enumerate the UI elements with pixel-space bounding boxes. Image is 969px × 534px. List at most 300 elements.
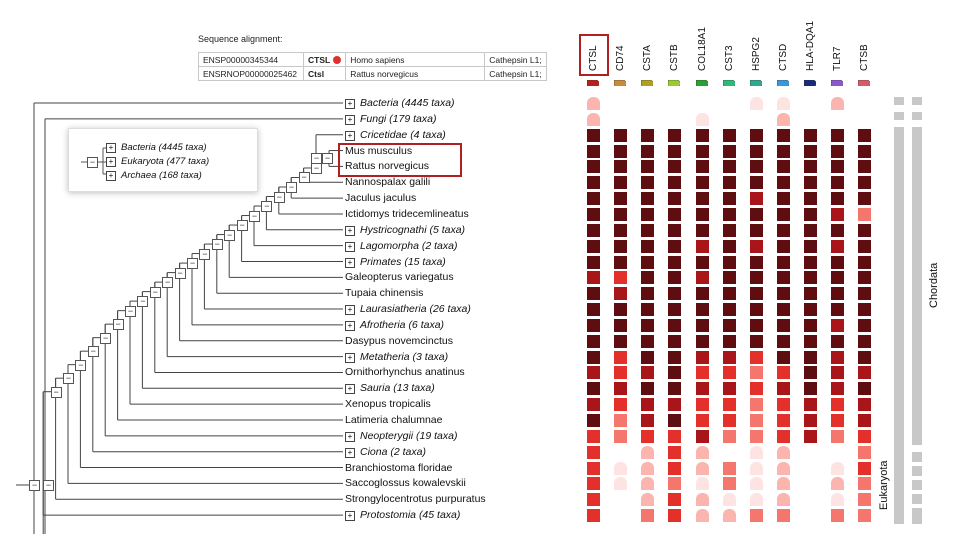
matrix-cell[interactable]	[804, 430, 817, 443]
matrix-cell[interactable]	[777, 382, 790, 395]
matrix-cell[interactable]	[831, 192, 844, 205]
matrix-cell[interactable]	[668, 430, 681, 443]
expand-icon[interactable]: +	[345, 131, 355, 141]
matrix-cell[interactable]	[614, 145, 627, 158]
matrix-cell[interactable]	[641, 493, 654, 506]
matrix-cell[interactable]	[668, 160, 681, 173]
matrix-cell[interactable]	[831, 271, 844, 284]
matrix-cell[interactable]	[831, 335, 844, 348]
matrix-cell[interactable]	[831, 176, 844, 189]
matrix-cell[interactable]	[696, 382, 709, 395]
matrix-cell[interactable]	[831, 303, 844, 316]
matrix-cell[interactable]	[777, 398, 790, 411]
matrix-cell[interactable]	[858, 493, 871, 506]
matrix-cell[interactable]	[614, 430, 627, 443]
taxon-row[interactable]	[345, 397, 431, 411]
gene-column-header[interactable]: HSPG2	[751, 37, 762, 71]
matrix-cell[interactable]	[668, 240, 681, 253]
taxon-row[interactable]	[345, 318, 444, 332]
matrix-cell[interactable]	[858, 271, 871, 284]
matrix-cell[interactable]	[614, 477, 627, 490]
matrix-cell[interactable]	[614, 271, 627, 284]
collapse-node-button[interactable]: −	[125, 306, 136, 317]
gene-column-header[interactable]: CSTB	[669, 44, 680, 71]
taxon-row[interactable]	[345, 365, 465, 379]
matrix-cell[interactable]	[641, 462, 654, 475]
matrix-cell[interactable]	[696, 224, 709, 237]
matrix-cell[interactable]	[614, 398, 627, 411]
matrix-cell[interactable]	[641, 509, 654, 522]
matrix-cell[interactable]	[696, 398, 709, 411]
matrix-cell[interactable]	[831, 351, 844, 364]
matrix-cell[interactable]	[750, 382, 763, 395]
matrix-cell[interactable]	[641, 256, 654, 269]
matrix-cell[interactable]	[668, 351, 681, 364]
matrix-cell[interactable]	[723, 176, 736, 189]
matrix-cell[interactable]	[858, 129, 871, 142]
collapse-node-button[interactable]: −	[150, 287, 161, 298]
collapse-node-button[interactable]: −	[212, 239, 223, 250]
matrix-cell[interactable]	[696, 477, 709, 490]
expand-icon[interactable]: +	[345, 511, 355, 521]
matrix-cell[interactable]	[587, 462, 600, 475]
expand-icon[interactable]: +	[345, 305, 355, 315]
matrix-cell[interactable]	[696, 446, 709, 459]
collapse-node-button[interactable]: −	[187, 258, 198, 269]
matrix-cell[interactable]	[696, 192, 709, 205]
matrix-cell[interactable]	[723, 414, 736, 427]
collapse-node-button[interactable]: −	[199, 249, 210, 260]
matrix-cell[interactable]	[587, 208, 600, 221]
taxon-row[interactable]	[345, 492, 486, 506]
collapse-node-button[interactable]: −	[311, 163, 322, 174]
matrix-cell[interactable]	[668, 208, 681, 221]
matrix-cell[interactable]	[587, 319, 600, 332]
collapse-node-button[interactable]: −	[322, 153, 333, 164]
matrix-cell[interactable]	[614, 303, 627, 316]
matrix-cell[interactable]	[696, 287, 709, 300]
collapse-node-button[interactable]: −	[175, 268, 186, 279]
matrix-cell[interactable]	[641, 192, 654, 205]
gene-column-header[interactable]: TLR7	[832, 46, 843, 71]
matrix-cell[interactable]	[750, 430, 763, 443]
matrix-cell[interactable]	[696, 509, 709, 522]
matrix-cell[interactable]	[641, 398, 654, 411]
matrix-cell[interactable]	[777, 208, 790, 221]
matrix-cell[interactable]	[587, 160, 600, 173]
matrix-cell[interactable]	[723, 509, 736, 522]
matrix-cell[interactable]	[587, 240, 600, 253]
matrix-cell[interactable]	[587, 477, 600, 490]
matrix-cell[interactable]	[614, 208, 627, 221]
matrix-cell[interactable]	[750, 97, 763, 110]
matrix-cell[interactable]	[858, 477, 871, 490]
matrix-cell[interactable]	[858, 430, 871, 443]
matrix-cell[interactable]	[587, 430, 600, 443]
matrix-cell[interactable]	[641, 160, 654, 173]
matrix-cell[interactable]	[614, 382, 627, 395]
matrix-cell[interactable]	[777, 477, 790, 490]
matrix-cell[interactable]	[641, 303, 654, 316]
table-row[interactable]	[199, 53, 547, 67]
matrix-cell[interactable]	[777, 97, 790, 110]
matrix-cell[interactable]	[804, 335, 817, 348]
taxon-row[interactable]	[345, 508, 460, 522]
matrix-cell[interactable]	[641, 351, 654, 364]
matrix-cell[interactable]	[668, 414, 681, 427]
matrix-cell[interactable]	[696, 129, 709, 142]
matrix-cell[interactable]	[587, 145, 600, 158]
matrix-cell[interactable]	[858, 208, 871, 221]
matrix-cell[interactable]	[723, 240, 736, 253]
matrix-cell[interactable]	[831, 160, 844, 173]
matrix-cell[interactable]	[831, 477, 844, 490]
matrix-cell[interactable]	[641, 271, 654, 284]
matrix-cell[interactable]	[831, 462, 844, 475]
matrix-cell[interactable]	[587, 97, 600, 110]
matrix-cell[interactable]	[723, 493, 736, 506]
expand-icon[interactable]: +	[345, 353, 355, 363]
matrix-cell[interactable]	[614, 224, 627, 237]
matrix-cell[interactable]	[831, 145, 844, 158]
matrix-cell[interactable]	[668, 398, 681, 411]
matrix-cell[interactable]	[804, 160, 817, 173]
matrix-cell[interactable]	[587, 335, 600, 348]
matrix-cell[interactable]	[804, 271, 817, 284]
taxon-row[interactable]	[345, 128, 446, 142]
matrix-cell[interactable]	[777, 287, 790, 300]
matrix-cell[interactable]	[750, 240, 763, 253]
taxon-row[interactable]	[345, 381, 435, 395]
matrix-cell[interactable]	[750, 160, 763, 173]
matrix-cell[interactable]	[750, 446, 763, 459]
matrix-cell[interactable]	[777, 240, 790, 253]
taxon-row[interactable]	[345, 334, 453, 348]
matrix-cell[interactable]	[831, 208, 844, 221]
expand-icon[interactable]: +	[345, 226, 355, 236]
collapse-node-button[interactable]: −	[224, 230, 235, 241]
matrix-cell[interactable]	[750, 366, 763, 379]
matrix-cell[interactable]	[804, 414, 817, 427]
collapse-node-button[interactable]: −	[63, 373, 74, 384]
matrix-cell[interactable]	[804, 145, 817, 158]
matrix-cell[interactable]	[668, 145, 681, 158]
collapse-node-button[interactable]: −	[162, 277, 173, 288]
matrix-cell[interactable]	[587, 493, 600, 506]
matrix-cell[interactable]	[614, 366, 627, 379]
matrix-cell[interactable]	[668, 382, 681, 395]
matrix-cell[interactable]	[831, 256, 844, 269]
matrix-cell[interactable]	[641, 208, 654, 221]
matrix-cell[interactable]	[696, 430, 709, 443]
matrix-cell[interactable]	[804, 192, 817, 205]
matrix-cell[interactable]	[587, 382, 600, 395]
matrix-cell[interactable]	[858, 287, 871, 300]
matrix-cell[interactable]	[777, 430, 790, 443]
matrix-cell[interactable]	[750, 271, 763, 284]
taxon-row[interactable]	[345, 112, 436, 126]
matrix-cell[interactable]	[723, 208, 736, 221]
matrix-cell[interactable]	[777, 145, 790, 158]
matrix-cell[interactable]	[668, 129, 681, 142]
matrix-cell[interactable]	[804, 366, 817, 379]
matrix-cell[interactable]	[777, 509, 790, 522]
taxon-row[interactable]	[345, 270, 454, 284]
matrix-cell[interactable]	[641, 335, 654, 348]
matrix-cell[interactable]	[668, 256, 681, 269]
matrix-cell[interactable]	[831, 97, 844, 110]
matrix-cell[interactable]	[587, 303, 600, 316]
matrix-cell[interactable]	[858, 192, 871, 205]
matrix-cell[interactable]	[804, 224, 817, 237]
matrix-cell[interactable]	[587, 509, 600, 522]
expand-icon[interactable]: +	[345, 432, 355, 442]
matrix-cell[interactable]	[641, 129, 654, 142]
matrix-cell[interactable]	[668, 509, 681, 522]
matrix-cell[interactable]	[858, 446, 871, 459]
matrix-cell[interactable]	[614, 160, 627, 173]
matrix-cell[interactable]	[641, 477, 654, 490]
matrix-cell[interactable]	[804, 382, 817, 395]
matrix-cell[interactable]	[696, 113, 709, 126]
matrix-cell[interactable]	[777, 271, 790, 284]
matrix-cell[interactable]	[723, 129, 736, 142]
matrix-cell[interactable]	[696, 493, 709, 506]
matrix-cell[interactable]	[723, 319, 736, 332]
matrix-cell[interactable]	[831, 366, 844, 379]
matrix-cell[interactable]	[723, 335, 736, 348]
matrix-cell[interactable]	[831, 287, 844, 300]
expand-icon[interactable]: +	[106, 171, 116, 181]
matrix-cell[interactable]	[804, 256, 817, 269]
matrix-cell[interactable]	[858, 382, 871, 395]
taxon-row[interactable]	[345, 445, 426, 459]
matrix-cell[interactable]	[858, 319, 871, 332]
matrix-cell[interactable]	[668, 303, 681, 316]
taxon-row[interactable]	[345, 350, 448, 364]
matrix-cell[interactable]	[696, 240, 709, 253]
matrix-cell[interactable]	[777, 414, 790, 427]
matrix-cell[interactable]	[696, 256, 709, 269]
matrix-cell[interactable]	[723, 382, 736, 395]
matrix-cell[interactable]	[587, 129, 600, 142]
collapse-node-button[interactable]: −	[51, 387, 62, 398]
matrix-cell[interactable]	[587, 224, 600, 237]
matrix-cell[interactable]	[723, 160, 736, 173]
matrix-cell[interactable]	[723, 398, 736, 411]
matrix-cell[interactable]	[858, 145, 871, 158]
matrix-cell[interactable]	[831, 224, 844, 237]
matrix-cell[interactable]	[614, 256, 627, 269]
matrix-cell[interactable]	[777, 462, 790, 475]
taxon-row[interactable]	[345, 223, 465, 237]
matrix-cell[interactable]	[777, 335, 790, 348]
matrix-cell[interactable]	[641, 319, 654, 332]
matrix-cell[interactable]	[696, 351, 709, 364]
taxon-row[interactable]	[345, 413, 442, 427]
expand-icon[interactable]: +	[345, 321, 355, 331]
matrix-cell[interactable]	[804, 319, 817, 332]
collapse-node-button[interactable]: −	[87, 157, 98, 168]
expand-icon[interactable]: +	[345, 384, 355, 394]
collapse-node-button[interactable]: −	[274, 192, 285, 203]
matrix-cell[interactable]	[777, 446, 790, 459]
taxon-row[interactable]	[345, 476, 466, 490]
matrix-cell[interactable]	[668, 287, 681, 300]
matrix-cell[interactable]	[668, 446, 681, 459]
matrix-cell[interactable]	[831, 319, 844, 332]
gene-column-header[interactable]: CTSB	[859, 44, 870, 71]
matrix-cell[interactable]	[750, 224, 763, 237]
matrix-cell[interactable]	[723, 430, 736, 443]
matrix-cell[interactable]	[831, 129, 844, 142]
matrix-cell[interactable]	[858, 509, 871, 522]
matrix-cell[interactable]	[750, 208, 763, 221]
gene-column-header[interactable]: CD74	[615, 45, 626, 71]
matrix-cell[interactable]	[777, 224, 790, 237]
matrix-cell[interactable]	[831, 493, 844, 506]
matrix-cell[interactable]	[587, 176, 600, 189]
matrix-cell[interactable]	[777, 129, 790, 142]
matrix-cell[interactable]	[668, 192, 681, 205]
matrix-cell[interactable]	[668, 366, 681, 379]
collapse-node-button[interactable]: −	[29, 480, 40, 491]
matrix-cell[interactable]	[641, 287, 654, 300]
collapse-node-button[interactable]: −	[261, 201, 272, 212]
matrix-cell[interactable]	[777, 176, 790, 189]
taxon-row[interactable]	[345, 286, 423, 300]
matrix-cell[interactable]	[750, 303, 763, 316]
matrix-cell[interactable]	[641, 414, 654, 427]
matrix-cell[interactable]	[696, 160, 709, 173]
gene-column-header[interactable]: CTSD	[778, 43, 789, 71]
collapse-node-button[interactable]: −	[237, 220, 248, 231]
matrix-cell[interactable]	[723, 145, 736, 158]
matrix-cell[interactable]	[723, 256, 736, 269]
matrix-cell[interactable]	[614, 335, 627, 348]
matrix-cell[interactable]	[614, 287, 627, 300]
matrix-cell[interactable]	[858, 160, 871, 173]
matrix-cell[interactable]	[723, 351, 736, 364]
matrix-cell[interactable]	[614, 462, 627, 475]
matrix-cell[interactable]	[614, 176, 627, 189]
matrix-cell[interactable]	[831, 509, 844, 522]
matrix-cell[interactable]	[750, 145, 763, 158]
matrix-cell[interactable]	[641, 240, 654, 253]
taxon-row[interactable]	[345, 207, 469, 221]
taxon-row[interactable]	[345, 429, 457, 443]
matrix-cell[interactable]	[587, 351, 600, 364]
matrix-cell[interactable]	[804, 287, 817, 300]
matrix-cell[interactable]	[858, 366, 871, 379]
legend-item-eukaryota[interactable]: + Eukaryota (477 taxa)	[106, 155, 209, 169]
matrix-cell[interactable]	[587, 398, 600, 411]
gene-column-header[interactable]: HLA-DQA1	[805, 20, 816, 71]
collapse-node-button[interactable]: −	[75, 360, 86, 371]
matrix-cell[interactable]	[587, 271, 600, 284]
matrix-cell[interactable]	[668, 493, 681, 506]
matrix-cell[interactable]	[858, 351, 871, 364]
matrix-cell[interactable]	[696, 271, 709, 284]
matrix-cell[interactable]	[750, 509, 763, 522]
matrix-cell[interactable]	[750, 414, 763, 427]
matrix-cell[interactable]	[750, 192, 763, 205]
matrix-cell[interactable]	[858, 303, 871, 316]
matrix-cell[interactable]	[750, 351, 763, 364]
collapse-node-button[interactable]: −	[88, 346, 99, 357]
expand-icon[interactable]: +	[345, 99, 355, 109]
taxon-row[interactable]	[345, 191, 416, 205]
matrix-cell[interactable]	[777, 493, 790, 506]
matrix-cell[interactable]	[750, 176, 763, 189]
gene-column-header[interactable]: COL18A1	[697, 27, 708, 71]
matrix-cell[interactable]	[696, 176, 709, 189]
matrix-cell[interactable]	[804, 129, 817, 142]
matrix-cell[interactable]	[777, 366, 790, 379]
matrix-cell[interactable]	[750, 319, 763, 332]
matrix-cell[interactable]	[750, 477, 763, 490]
expand-icon[interactable]: +	[345, 242, 355, 252]
collapse-node-button[interactable]: −	[43, 480, 54, 491]
matrix-cell[interactable]	[641, 366, 654, 379]
matrix-cell[interactable]	[668, 319, 681, 332]
matrix-cell[interactable]	[614, 240, 627, 253]
matrix-cell[interactable]	[777, 319, 790, 332]
expand-icon[interactable]: +	[345, 448, 355, 458]
matrix-cell[interactable]	[723, 477, 736, 490]
matrix-cell[interactable]	[696, 303, 709, 316]
expand-icon[interactable]: +	[106, 143, 116, 153]
matrix-cell[interactable]	[831, 240, 844, 253]
matrix-cell[interactable]	[858, 398, 871, 411]
taxon-row[interactable]	[345, 239, 457, 253]
matrix-cell[interactable]	[750, 462, 763, 475]
matrix-cell[interactable]	[723, 224, 736, 237]
matrix-cell[interactable]	[587, 113, 600, 126]
matrix-cell[interactable]	[614, 192, 627, 205]
matrix-cell[interactable]	[804, 398, 817, 411]
gene-column-header[interactable]: CTSL	[588, 45, 599, 71]
matrix-cell[interactable]	[723, 366, 736, 379]
matrix-cell[interactable]	[723, 271, 736, 284]
matrix-cell[interactable]	[696, 335, 709, 348]
expand-icon[interactable]: +	[345, 115, 355, 125]
matrix-cell[interactable]	[750, 256, 763, 269]
matrix-cell[interactable]	[641, 176, 654, 189]
matrix-cell[interactable]	[723, 303, 736, 316]
collapse-node-button[interactable]: −	[286, 182, 297, 193]
matrix-cell[interactable]	[777, 113, 790, 126]
matrix-cell[interactable]	[804, 303, 817, 316]
matrix-cell[interactable]	[750, 287, 763, 300]
matrix-cell[interactable]	[668, 462, 681, 475]
matrix-cell[interactable]	[696, 145, 709, 158]
matrix-cell[interactable]	[831, 414, 844, 427]
collapse-node-button[interactable]: −	[299, 172, 310, 183]
matrix-cell[interactable]	[614, 319, 627, 332]
matrix-cell[interactable]	[696, 208, 709, 221]
collapse-node-button[interactable]: −	[100, 333, 111, 344]
matrix-cell[interactable]	[858, 176, 871, 189]
matrix-cell[interactable]	[696, 366, 709, 379]
matrix-cell[interactable]	[858, 414, 871, 427]
collapse-node-button[interactable]: −	[113, 319, 124, 330]
taxon-row[interactable]	[345, 96, 455, 110]
matrix-cell[interactable]	[750, 493, 763, 506]
matrix-cell[interactable]	[858, 224, 871, 237]
matrix-cell[interactable]	[641, 224, 654, 237]
gene-column-header[interactable]: CST3	[724, 45, 735, 71]
